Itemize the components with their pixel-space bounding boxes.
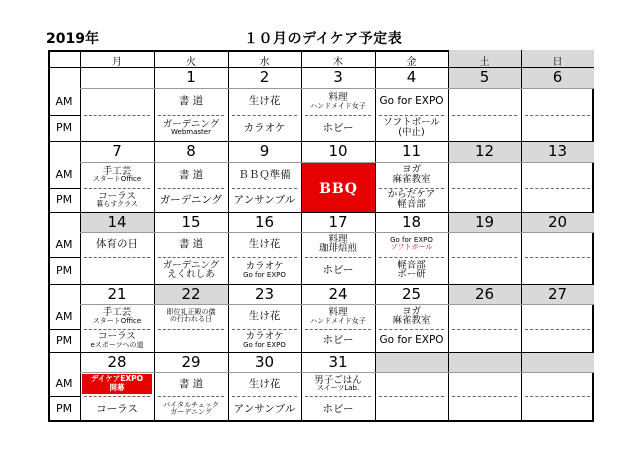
am-label: AM bbox=[55, 94, 73, 108]
ampm-dash bbox=[452, 396, 517, 397]
activity-line: 珈琲焙煎 bbox=[318, 243, 357, 255]
activity-line: ホビー bbox=[322, 121, 354, 134]
year-label: 2019年 bbox=[46, 31, 99, 47]
ampm-dash bbox=[305, 329, 371, 330]
day-number: 25 bbox=[401, 285, 422, 303]
grid-hline-thin bbox=[80, 372, 594, 373]
grid-vline bbox=[448, 50, 449, 422]
expo-opening-event bbox=[82, 374, 152, 394]
ampm-dash bbox=[452, 188, 517, 189]
day-number: 24 bbox=[328, 285, 348, 303]
day-number: 10 bbox=[328, 142, 348, 160]
activity-line: Go for EXPO bbox=[390, 236, 433, 244]
activity-am bbox=[80, 239, 154, 250]
activity-line: スタートOffice bbox=[92, 175, 142, 184]
grid-hline-thin bbox=[80, 88, 594, 89]
ampm-divider bbox=[48, 115, 80, 116]
activity-line: ヨガ bbox=[401, 164, 421, 175]
day-number: 2 bbox=[259, 68, 270, 86]
activity-line: 書 道 bbox=[178, 168, 204, 181]
activity-pm bbox=[301, 404, 375, 415]
activity-line: Go for EXPO bbox=[379, 334, 444, 346]
activity-line: Go for EXPO bbox=[379, 95, 444, 107]
day-number: 31 bbox=[328, 353, 348, 371]
day-number: 16 bbox=[254, 213, 275, 231]
ampm-dash bbox=[158, 396, 224, 397]
ampm-dash bbox=[232, 188, 297, 189]
activity-line: 料理 bbox=[328, 233, 348, 245]
activity-line: 体育の日 bbox=[96, 238, 138, 250]
activity-line: ハンドメイド女子 bbox=[310, 101, 366, 110]
activity-line: 軽音部 bbox=[397, 259, 426, 271]
activity-am bbox=[301, 93, 375, 110]
ampm-dash bbox=[379, 115, 444, 116]
ampm-dash bbox=[232, 115, 297, 116]
ampm-divider bbox=[48, 257, 80, 258]
day-number: 8 bbox=[186, 142, 196, 160]
activity-pm bbox=[154, 402, 228, 417]
day-number: 1 bbox=[186, 68, 196, 86]
activity-am bbox=[301, 376, 375, 393]
activity-am bbox=[80, 167, 154, 184]
activity-line: の行われる日 bbox=[170, 315, 212, 324]
ampm-dash bbox=[452, 115, 517, 116]
am-label: AM bbox=[55, 377, 73, 390]
empty-day-number-bg bbox=[448, 352, 521, 372]
activity-line: ヨガ bbox=[401, 305, 421, 317]
activity-line: ハンドメイド女子 bbox=[310, 316, 366, 325]
day-number: 12 bbox=[474, 142, 495, 160]
activity-am bbox=[301, 235, 375, 255]
day-number: 18 bbox=[401, 213, 422, 231]
activity-am bbox=[154, 170, 228, 181]
day-number: 19 bbox=[474, 213, 495, 231]
activity-pm bbox=[228, 332, 301, 349]
activity-am bbox=[154, 309, 228, 324]
ampm-divider bbox=[48, 188, 80, 189]
activity-pm bbox=[154, 261, 228, 281]
am-label: AM bbox=[55, 309, 73, 323]
bbq-event-block bbox=[302, 163, 375, 212]
weekday-3: 水 bbox=[259, 57, 270, 68]
activity-pm bbox=[80, 332, 154, 349]
day-number: 13 bbox=[547, 142, 568, 160]
ampm-dash bbox=[232, 257, 297, 258]
activity-pm bbox=[228, 404, 301, 415]
calendar-grid bbox=[48, 50, 594, 422]
day-number: 4 bbox=[406, 68, 417, 86]
weekday-7: 日 bbox=[552, 57, 563, 68]
activity-pm bbox=[228, 262, 301, 279]
am-label: AM bbox=[55, 168, 73, 181]
pm-label: PM bbox=[55, 333, 73, 347]
empty-day-number-bg bbox=[375, 352, 448, 372]
ampm-dash bbox=[232, 329, 297, 330]
event-line: 開幕 bbox=[109, 383, 125, 392]
day-number: 26 bbox=[474, 285, 495, 303]
ampm-dash bbox=[452, 329, 517, 330]
activity-pm bbox=[301, 335, 375, 346]
day-number: 20 bbox=[547, 213, 568, 231]
activity-line: 生け花 bbox=[248, 377, 281, 390]
activity-line: Go for EXPO bbox=[243, 340, 286, 349]
activity-line: ガーデニング bbox=[162, 259, 220, 271]
activity-line: えくれしあ bbox=[167, 269, 215, 281]
activity-line: 書 道 bbox=[178, 238, 204, 250]
activity-line: 書 道 bbox=[178, 377, 204, 390]
activity-line: 即位礼正殿の儀 bbox=[166, 308, 216, 316]
calendar-title: １０月のデイケア予定表 bbox=[244, 31, 403, 47]
day-number: 5 bbox=[479, 68, 490, 86]
day-number: 27 bbox=[547, 285, 568, 303]
pm-label: PM bbox=[55, 121, 73, 134]
activity-line: バイタルチェック bbox=[163, 400, 219, 409]
ampm-dash bbox=[158, 115, 224, 116]
day-number: 17 bbox=[328, 213, 348, 231]
day-number: 21 bbox=[107, 285, 127, 303]
activity-line: ガーデニング bbox=[159, 193, 223, 206]
grid-hline-thin bbox=[80, 304, 594, 305]
activity-line: 麻雀教室 bbox=[392, 173, 431, 185]
day-number: 14 bbox=[107, 213, 127, 231]
day-number: 11 bbox=[401, 142, 422, 160]
grid-hline-thin bbox=[80, 232, 594, 233]
ampm-dash bbox=[525, 257, 590, 258]
activity-am bbox=[375, 237, 448, 252]
activity-am bbox=[154, 379, 228, 390]
activity-pm bbox=[80, 192, 154, 209]
activity-line: ホビー bbox=[322, 402, 354, 415]
ampm-dash bbox=[84, 329, 150, 330]
weekday-5: 金 bbox=[406, 57, 417, 68]
ampm-dash bbox=[84, 257, 150, 258]
ampm-dash bbox=[158, 188, 224, 189]
day-number: 6 bbox=[552, 68, 563, 86]
activity-am bbox=[228, 379, 301, 390]
activity-line: 書 道 bbox=[178, 95, 204, 107]
weekday-6: 土 bbox=[479, 57, 490, 68]
activity-am bbox=[228, 239, 301, 250]
day-number: 29 bbox=[181, 353, 201, 371]
activity-line: コーラス bbox=[98, 190, 136, 202]
day-number: 23 bbox=[254, 285, 275, 303]
activity-pm bbox=[375, 335, 448, 346]
activity-pm bbox=[301, 123, 375, 134]
day-number: 3 bbox=[333, 68, 343, 86]
empty-day-number-bg bbox=[521, 352, 594, 372]
activity-line: eスポーツへの道 bbox=[90, 340, 144, 349]
activity-line: スタートOffice bbox=[92, 316, 142, 325]
ampm-divider bbox=[48, 329, 80, 330]
activity-pm bbox=[375, 261, 448, 281]
activity-line: 男子ごはん bbox=[314, 374, 362, 386]
activity-am bbox=[375, 307, 448, 327]
day-number: 9 bbox=[259, 142, 270, 160]
activity-pm bbox=[301, 265, 375, 276]
activity-am bbox=[301, 308, 375, 325]
activity-am bbox=[375, 96, 448, 107]
ampm-dash bbox=[379, 396, 444, 397]
activity-line: 生け花 bbox=[248, 310, 281, 322]
ampm-dash bbox=[305, 396, 371, 397]
day-number: 22 bbox=[181, 285, 201, 303]
activity-line: アンサンブル bbox=[233, 402, 296, 415]
event-line: デイケアEXPO bbox=[90, 374, 144, 383]
day-number: 15 bbox=[181, 213, 201, 231]
activity-line: カラオケ bbox=[245, 331, 284, 342]
activity-line: ホビー bbox=[322, 334, 354, 346]
activity-pm bbox=[228, 195, 301, 206]
activity-pm bbox=[154, 120, 228, 137]
day-number: 28 bbox=[107, 353, 127, 371]
activity-line: (中止) bbox=[398, 126, 425, 138]
ampm-dash bbox=[525, 396, 590, 397]
ampm-dash bbox=[525, 329, 590, 330]
activity-line: ソフトボール bbox=[390, 243, 433, 252]
activity-am bbox=[154, 239, 228, 250]
day-number: 7 bbox=[112, 142, 122, 160]
day-number: 30 bbox=[254, 353, 275, 371]
activity-pm bbox=[228, 123, 301, 134]
activity-line: ホビー bbox=[322, 264, 354, 276]
activity-line: 軽音部 bbox=[397, 198, 426, 210]
weekday-1: 月 bbox=[112, 57, 122, 68]
activity-line: カラオケ bbox=[245, 261, 284, 272]
ampm-dash bbox=[379, 257, 444, 258]
activity-line: ガーデニング bbox=[170, 407, 212, 416]
activity-line: 手工芸 bbox=[102, 165, 132, 177]
activity-line: 暮らすクラス bbox=[96, 200, 138, 209]
activity-line: からだケア bbox=[387, 189, 436, 200]
activity-line: 料理 bbox=[328, 307, 348, 318]
activity-pm bbox=[154, 195, 228, 206]
ampm-dash bbox=[84, 115, 150, 116]
activity-line: スイーツLab. bbox=[316, 384, 360, 393]
activity-am bbox=[228, 96, 301, 107]
pm-label: PM bbox=[55, 402, 73, 415]
ampm-dash bbox=[305, 257, 371, 258]
bbq-event-label: BBQ bbox=[319, 181, 358, 197]
pm-label: PM bbox=[55, 263, 73, 277]
activity-am bbox=[228, 311, 301, 322]
ampm-dash bbox=[158, 257, 224, 258]
activity-line: ソフトボール bbox=[383, 117, 440, 128]
ampm-dash bbox=[379, 329, 444, 330]
ampm-dash bbox=[525, 115, 590, 116]
activity-am bbox=[228, 170, 301, 181]
ampm-dash bbox=[232, 396, 297, 397]
ampm-dash bbox=[84, 188, 150, 189]
ampm-dash bbox=[525, 188, 590, 189]
activity-line: ボー研 bbox=[397, 269, 426, 281]
ampm-dash bbox=[158, 329, 224, 330]
activity-line: ガーデニング bbox=[162, 118, 220, 130]
activity-pm bbox=[375, 190, 448, 210]
ampm-dash bbox=[452, 257, 517, 258]
activity-line: 麻雀教室 bbox=[392, 315, 431, 327]
activity-line: 生け花 bbox=[248, 238, 281, 250]
weekday-4: 木 bbox=[333, 57, 343, 68]
ampm-divider bbox=[48, 396, 80, 397]
activity-line: アンサンブル bbox=[233, 193, 296, 206]
activity-line: 生け花 bbox=[248, 95, 281, 107]
activity-line: 料理 bbox=[328, 92, 348, 103]
am-label: AM bbox=[55, 237, 73, 251]
activity-line: Webmaster bbox=[171, 128, 211, 137]
activity-pm bbox=[375, 118, 448, 138]
activity-line: ＢＢＱ準備 bbox=[238, 168, 291, 181]
weekday-2: 火 bbox=[186, 57, 196, 68]
activity-am bbox=[375, 165, 448, 185]
activity-line: コーラス bbox=[96, 402, 138, 415]
ampm-dash bbox=[84, 396, 150, 397]
activity-line: Go for EXPO bbox=[243, 270, 286, 279]
ampm-dash bbox=[305, 115, 371, 116]
activity-am bbox=[154, 96, 228, 107]
activity-line: コーラス bbox=[98, 331, 136, 342]
grid-vline bbox=[521, 50, 522, 422]
pm-label: PM bbox=[55, 193, 73, 206]
activity-line: カラオケ bbox=[243, 121, 286, 134]
activity-am bbox=[80, 308, 154, 325]
activity-line: 手工芸 bbox=[102, 307, 132, 318]
activity-pm bbox=[80, 404, 154, 415]
